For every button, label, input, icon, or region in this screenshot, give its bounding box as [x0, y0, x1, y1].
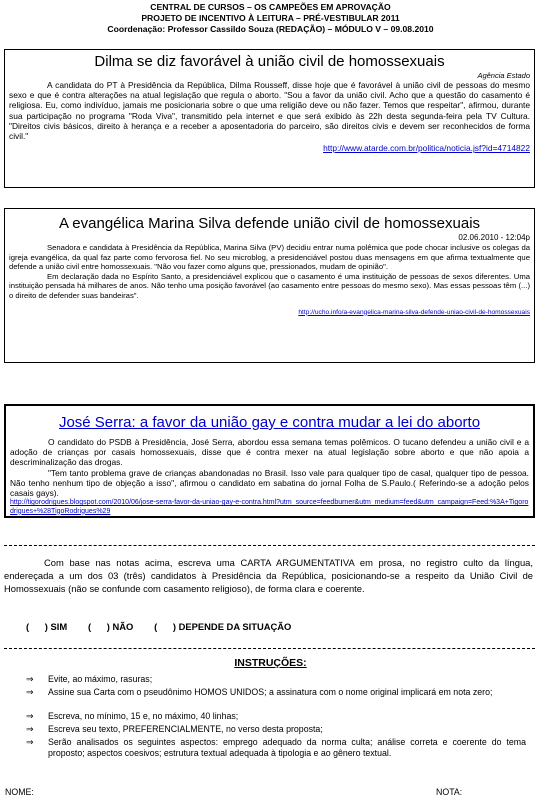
- article-dilma-body: A candidata do PT à Presidência da República, Dilma Rousseff, disse hoje que é favorável à união civil de pessoas do mesmo sexo e que é contra alterações na atual legislação que regula o aborto. "Sou a favor da união civil. Acho que a questão do casamento é religiosa. Eu, como indivíduo, jamais me posicionaria sobre o que uma religião deve ou não fazer. Temos que respeitar", afirmou, durante sua participação no programa "Roda Viva", transmitido pela internet e que será exibido às 22h desta segunda-feira pela TV Cultura. "Direitos civis básicos, direito à herança e a receber a aposentadoria do parceiro, são direitos civis e devem ser reconhecidos de forma civil.": [9, 80, 530, 142]
- arrow-icon: ⇒: [26, 711, 34, 721]
- instruction-text: Escreva seu texto, PREFERENCIALMENTE, no verso desta proposta;: [48, 724, 323, 734]
- article-marina-paragraph-1: Senadora e candidata à Presidência da República, Marina Silva (PV) decidiu entrar numa polêmica que pode chocar inclusive os colegas da igreja evangélica, da qual faz parte como fervorosa fiel. No seu microblog, a presidenciável postou duas mensagens em que afirma textualmente que defende a união civil entre homossexuais. "Não vou fazer como alguns que, pressionados, mudam de opinião".: [9, 243, 530, 272]
- arrow-icon: ⇒: [26, 674, 34, 684]
- name-field-label: NOME:: [5, 787, 34, 797]
- option-depende[interactable]: ( ) DEPENDE DA SITUAÇÃO: [154, 621, 292, 632]
- article-serra-title[interactable]: José Serra: a favor da união gay e contra mudar a lei do aborto: [58, 414, 481, 431]
- article-dilma: [4, 49, 535, 188]
- instruction-item: [26, 674, 526, 685]
- article-marina-date: 02.06.2010 - 12:04p: [458, 233, 530, 242]
- article-marina-title: A evangélica Marina Silva defende união civil de homossexuais: [58, 215, 481, 232]
- instruction-item: [26, 687, 526, 698]
- article-marina: [4, 208, 535, 363]
- instruction-text: Assine sua Carta com o pseudônimo HOMOS UNIDOS; a assinatura com o nome original implicará em nota zero;: [48, 687, 493, 697]
- instruction-text: Evite, ao máximo, rasuras;: [48, 674, 153, 684]
- article-serra-link[interactable]: http://tigorodrigues.blogspot.com/2010/06/jose-serra-favor-da-uniao-gay-e-contra.html?utm_source=feedburner&utm_medium=feed&utm_campaign=Feed:%3A+Tigorodrigues+%28TigoRodrigues%29: [10, 499, 529, 515]
- divider-top: [4, 545, 535, 546]
- arrow-icon: ⇒: [26, 724, 34, 734]
- writing-prompt: Com base nas notas acima, escreva uma CARTA ARGUMENTATIVA em prosa, no registro culto da língua, endereçada a um dos 03 (três) candidatos à Presidência da República, posicionando-se a respeito da União Civil de Homossexuais (não se confunde com casamento religioso), de forma clara e coerente.: [4, 557, 533, 594]
- grade-field-label: NOTA:: [436, 787, 463, 797]
- divider-bottom: [4, 648, 535, 649]
- instructions-title: INSTRUÇÕES:: [234, 657, 307, 669]
- instruction-item: [26, 724, 526, 735]
- article-serra: [4, 404, 535, 518]
- arrow-icon: ⇒: [26, 737, 34, 747]
- instruction-text: Serão analisados os seguintes aspectos: emprego adequado da norma culta; análise correta e coerente do tema proposto; aspectos coesivos; estrutura textual adequada à tipologia e ao gênero textual.: [48, 737, 526, 758]
- instruction-item: [26, 737, 526, 759]
- option-nao[interactable]: ( ) NÃO: [88, 621, 134, 632]
- header-line-1: CENTRAL DE CURSOS – OS CAMPEÕES EM APROVAÇÃO: [150, 2, 391, 12]
- header-line-3: Coordenação: Professor Cassildo Souza (REDAÇÃO) – MÓDULO V – 09.08.2010: [107, 24, 434, 34]
- article-marina-link-row: [5, 309, 534, 316]
- instruction-item: [26, 711, 526, 722]
- article-dilma-link-row: [5, 143, 534, 153]
- article-marina-link[interactable]: http://ucho.info/a-evangelica-marina-silva-defende-uniao-civil-de-homossexuais: [298, 308, 530, 316]
- header-line-2: PROJETO DE INCENTIVO À LEITURA – PRÉ-VESTIBULAR 2011: [141, 13, 400, 23]
- option-sim[interactable]: ( ) SIM: [26, 621, 68, 632]
- arrow-icon: ⇒: [26, 687, 34, 697]
- position-options: [26, 621, 291, 632]
- instruction-text: Escreva, no mínimo, 15 e, no máximo, 40 linhas;: [48, 711, 239, 721]
- article-serra-paragraph-2: "Tem tanto problema grave de crianças abandonadas no Brasil. Isso vale para qualquer tipo de casal, qualquer tipo de pessoa. Não tenho nenhum tipo de objeção a isso", afirmou o candidato em sabatina do jornal Folha de S.Paulo.( Referindo-se a adoção pelos casais gays).: [10, 467, 529, 499]
- article-marina-paragraph-2: Em declaração dada no Espírito Santo, a presidenciável explicou que o casamento é uma instituição de pessoas de sexos diferentes. Uma instituição pensada há milhares de anos. Não tenho uma posição favorável (ao casamento entre pessoas do mesmo sexo). Mas essas pessoas têm (...) o direito de defender suas bandeiras".: [9, 271, 530, 300]
- article-dilma-title: Dilma se diz favorável à união civil de homossexuais: [94, 53, 445, 70]
- article-dilma-link[interactable]: http://www.atarde.com.br/politica/noticia.jsf?id=4714822: [323, 143, 530, 154]
- document-header: [0, 2, 541, 35]
- article-dilma-source: Agência Estado: [477, 71, 530, 80]
- article-serra-paragraph-1: O candidato do PSDB à Presidência, José Serra, abordou essa semana temas polêmicos. O tucano defendeu a união civil e a adoção de crianças por casais homossexuais, disse que é contra mexer na atual legislação sobre aborto e que não apoia a descriminalização das drogas.: [10, 437, 529, 468]
